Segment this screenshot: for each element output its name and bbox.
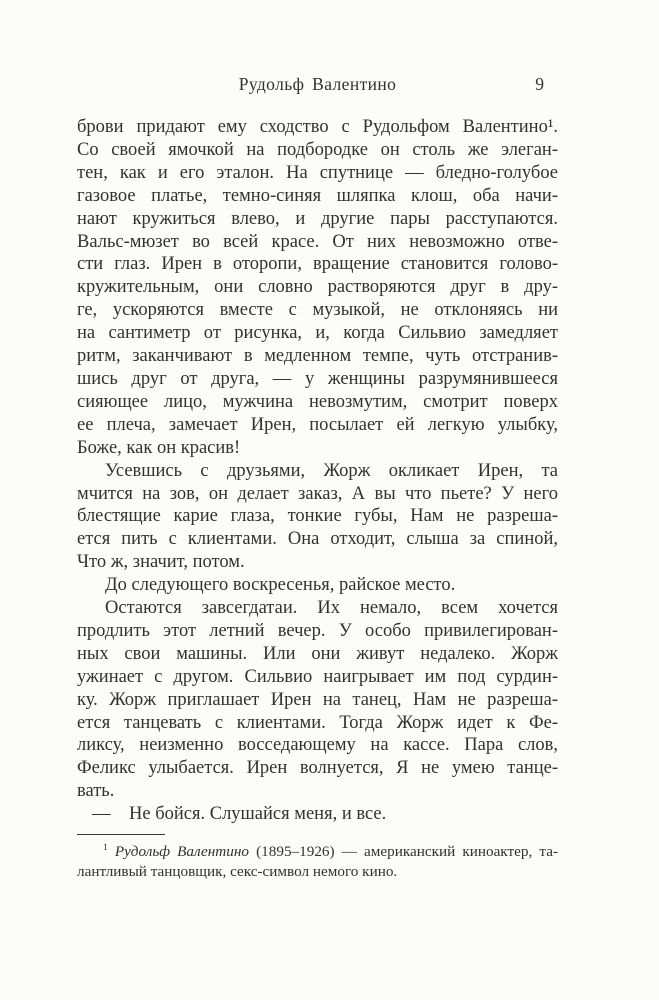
text-line: — Не бойся. Слушайся меня, и все. xyxy=(92,804,387,825)
text-line: Со своей ямочкой на подбородке он столь же элеган- xyxy=(77,139,558,160)
text-line: Что ж, значит, потом. xyxy=(77,552,245,573)
footnote-text: (1895–1926) — американский киноактер, та- xyxy=(248,843,558,860)
page-number: 9 xyxy=(535,74,544,94)
text-line: Боже, как он красив! xyxy=(77,437,241,458)
footnote-separator xyxy=(77,834,165,835)
text-line: ку. Жорж приглашает Ирен на танец, Нам не разреша- xyxy=(77,689,558,710)
text-line: ется танцевать с клиентами. Тогда Жорж идет к Фе- xyxy=(77,712,558,733)
text-line: сти глаз. Ирен в оторопи, вращение становится голово- xyxy=(77,254,558,275)
text-line: ных свои машины. Или они живут недалеко. Жорж xyxy=(77,643,558,664)
footnote-text xyxy=(108,843,115,860)
footnote-line xyxy=(77,862,558,882)
text-line: брови придают ему сходство с Рудольфом Валентино¹. xyxy=(77,117,558,137)
footnote-marker: 1 xyxy=(103,842,108,853)
text-line: нают кружиться влево, и другие пары расступаются. xyxy=(77,208,558,229)
body-text xyxy=(77,116,558,826)
text-line: До следующего воскресенья, райское место. xyxy=(105,575,456,596)
text-line: ликсу, неизменно восседающему на кассе. Пара слов, xyxy=(77,735,558,756)
text-line: ее плеча, замечает Ирен, посылает ей легкую улыбку, xyxy=(77,414,558,435)
text-line: тен, как и его эталон. На спутнице — бледно-голубое xyxy=(77,162,558,183)
text-line: ужинает с другом. Сильвио наигрывает им под сурдин- xyxy=(77,666,558,687)
footnote-line xyxy=(77,842,558,862)
text-line: Усевшись с друзьями, Жорж окликает Ирен, та xyxy=(105,460,558,481)
text-line: газовое платье, темно-синяя шляпка клош, оба начи- xyxy=(77,185,558,206)
page-header xyxy=(77,72,558,96)
text-line: Остаются завсегдатаи. Их немало, всем хочется xyxy=(105,598,558,619)
footnote xyxy=(77,842,558,881)
text-line: кружительным, они словно растворяются друг в дру- xyxy=(77,277,558,298)
text-line: блестящие карие глаза, тонкие губы, Нам не разреша- xyxy=(77,506,558,527)
text-line: вать. xyxy=(77,781,115,802)
text-line: ется пить с клиентами. Она отходит, слыша за спиной, xyxy=(77,529,558,550)
text-line: Вальс-мюзет во всей красе. От них невозможно отве- xyxy=(77,231,558,252)
text-line: мчится на зов, он делает заказ, А вы что пьете? У него xyxy=(77,483,558,504)
text-line: сияющее лицо, мужчина невозмутим, смотрит поверх xyxy=(77,391,558,412)
footnote-term: Рудольф Валентино xyxy=(114,843,249,860)
text-line: Феликс улыбается. Ирен волнуется, Я не умею танце- xyxy=(77,758,558,779)
text-line: шись друг от друга, — у женщины разрумянившееся xyxy=(77,368,558,389)
text-line: продлить этот летний вечер. У особо привилегирован- xyxy=(77,620,558,641)
footnote-text: лантливый танцовщик, секс-символ немого кино. xyxy=(77,862,398,880)
text-line: ритм, заканчивают в медленном темпе, чуть отстранив- xyxy=(77,346,558,367)
text-line: на сантиметр от рисунка, и, когда Сильвио замедляет xyxy=(77,323,558,344)
text-line: ге, ускоряются вместе с музыкой, не отклоняясь ни xyxy=(77,300,558,321)
running-title: Рудольф Валентино xyxy=(238,74,397,94)
